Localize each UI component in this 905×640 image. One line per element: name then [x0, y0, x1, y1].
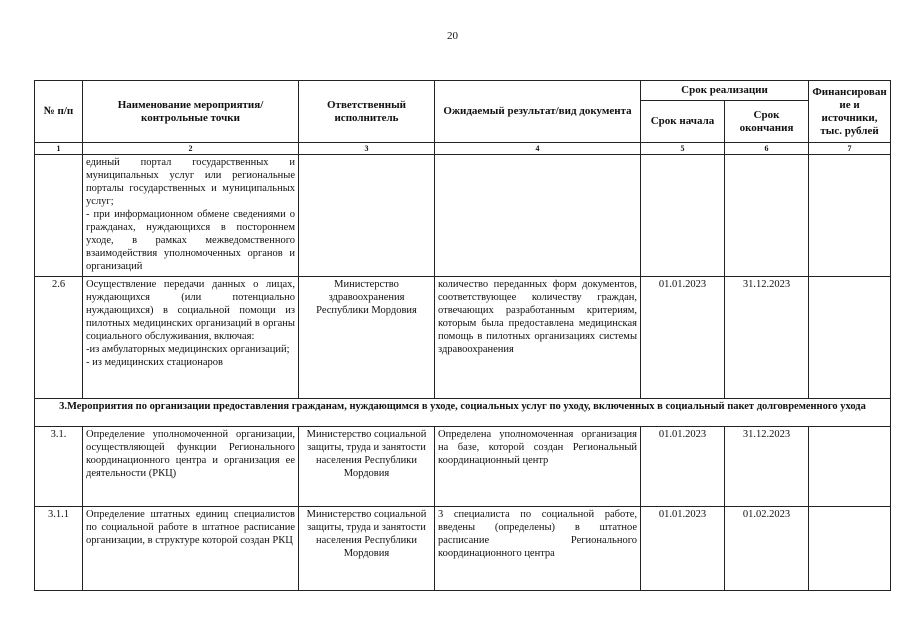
row-name-main: Осуществление передачи данных о лицах, нуждающихся (или потенциально нуждающихся) в социальной помощи из пилотных медицинских организаций в органы социального обслуживания, включая: [86, 279, 295, 342]
table-row-3-1 [35, 427, 891, 507]
row-executor: Министерство социальной защиты, труда и занятости населения Республики Мордовия [299, 507, 435, 591]
row-executor: Министерство здравоохранения Республики Мордовия [299, 277, 435, 399]
column-number: 4 [435, 143, 641, 155]
header-financing: Финансирование и источники, тыс. рублей [809, 81, 891, 143]
header-start: Срок начала [641, 101, 725, 143]
row-start-date: 01.01.2023 [641, 277, 725, 399]
continuation-line: - при информационном обмене сведениями о гражданах, нуждающихся в постороннем уходе, в рамках межведомственного взаимодействия уполномоченных органов и организаций [86, 209, 295, 272]
row-name-bullet: -из амбулаторных медицинских организаций; [86, 344, 290, 355]
row-financing [809, 277, 891, 399]
page-number: 20 [447, 30, 458, 42]
row-financing [809, 427, 891, 507]
header-name: Наименование мероприятия/ контрольные точки [83, 81, 299, 143]
row-name [83, 277, 299, 399]
section-3-heading-row [35, 399, 891, 427]
section-heading: 3.Мероприятия по организации предоставления гражданам, нуждающимся в уходе, социальных услуг по уходу, включенных в социальный пакет долговременного ухода [35, 399, 891, 427]
header-row [35, 81, 891, 101]
row-name: Определение уполномоченной организации, осуществляющей функции Регионального координационного центра и организация ее деятельности (РКЦ) [83, 427, 299, 507]
header-num: № п/п [35, 81, 83, 143]
table-row-2-6 [35, 277, 891, 399]
row-name-bullet: - из медицинских стационаров [86, 357, 224, 368]
table-row-3-1-1 [35, 507, 891, 591]
column-number: 7 [809, 143, 891, 155]
plan-table [34, 80, 891, 591]
header-period: Срок реализации [641, 81, 809, 101]
row-name: Определение штатных единиц специалистов по социальной работе в штатное расписание организации, в структуре которой создан РКЦ [83, 507, 299, 591]
header-executor: Ответственный исполнитель [299, 81, 435, 143]
column-number: 6 [725, 143, 809, 155]
row-num: 2.6 [35, 277, 83, 399]
row-num: 3.1.1 [35, 507, 83, 591]
row-result: 3 специалиста по социальной работе, введены (определены) в штатное расписание Регионального координационного центра [435, 507, 641, 591]
header-end: Срок окончания [725, 101, 809, 143]
continuation-text [83, 155, 299, 277]
header-result: Ожидаемый результат/вид документа [435, 81, 641, 143]
column-number: 5 [641, 143, 725, 155]
column-number: 3 [299, 143, 435, 155]
row-financing [809, 507, 891, 591]
row-start-date: 01.01.2023 [641, 507, 725, 591]
continuation-line: единый портал государственных и муниципальных услуг или региональные порталы государственных и муниципальных услуг; [86, 157, 295, 207]
column-number: 1 [35, 143, 83, 155]
row-start-date: 01.01.2023 [641, 427, 725, 507]
row-end-date: 31.12.2023 [725, 277, 809, 399]
column-number-row [35, 143, 891, 155]
row-end-date: 31.12.2023 [725, 427, 809, 507]
row-end-date: 01.02.2023 [725, 507, 809, 591]
row-result: Определена уполномоченная организация на базе, которой создан Региональный координационный центр [435, 427, 641, 507]
row-executor: Министерство социальной защиты, труда и занятости населения Республики Мордовия [299, 427, 435, 507]
row-num: 3.1. [35, 427, 83, 507]
column-number: 2 [83, 143, 299, 155]
row-result: количество переданных форм документов, соответствующее количеству граждан, отвечающих разработанным критериям, которым была предоставлена медицинская помощь в пилотных организациях системы здравоохранения [435, 277, 641, 399]
table-row-continuation [35, 155, 891, 277]
